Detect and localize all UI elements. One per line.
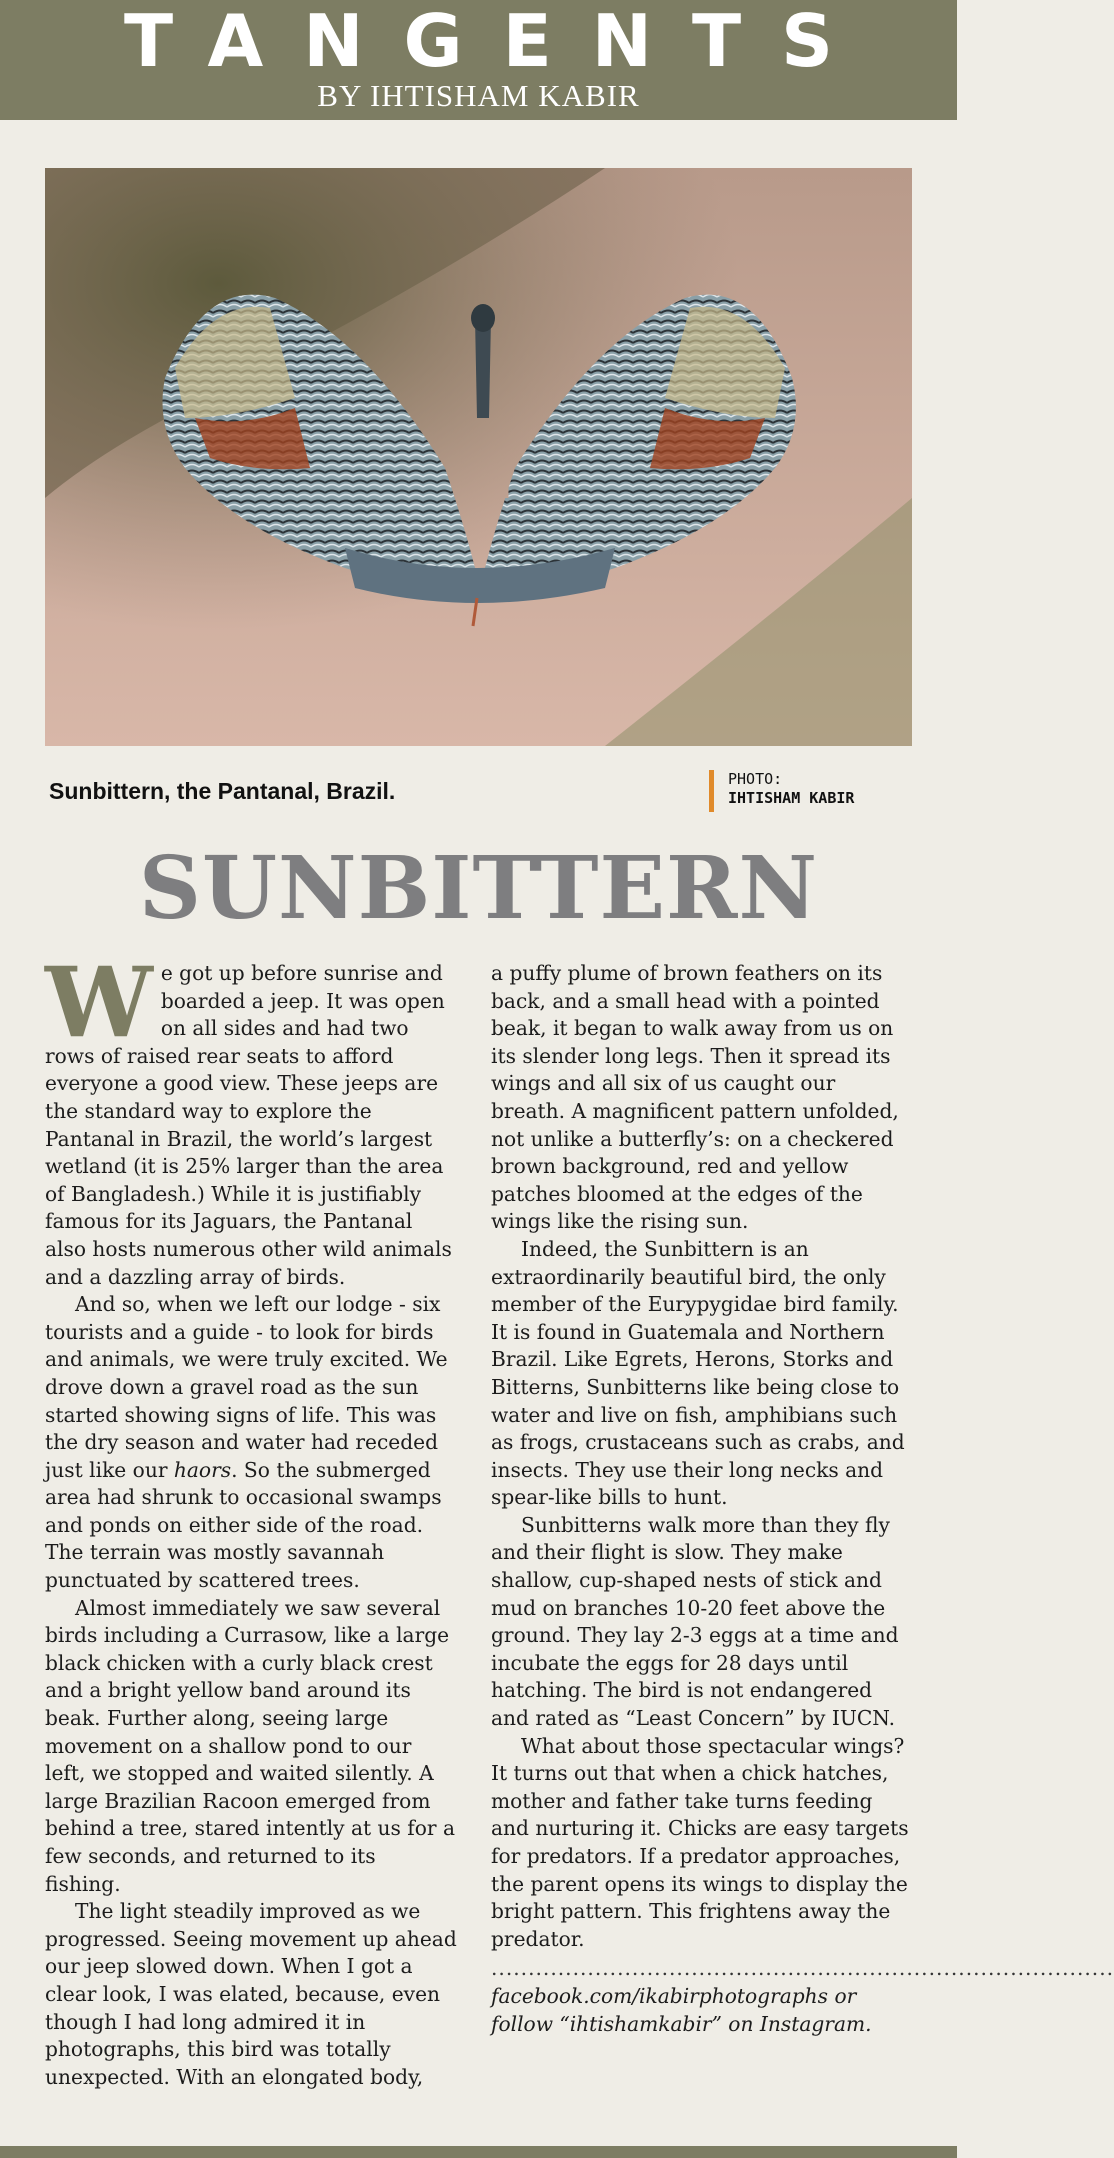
photo-caption: Sunbittern, the Pantanal, Brazil. <box>49 778 396 804</box>
sunbittern-photo <box>45 168 912 746</box>
masthead-title: TANGENTS <box>123 0 873 83</box>
paragraph-2-text-b: . So the submerged area had shrunk to occasional swamps and ponds on either side of the road. The terrain was mostly savannah punctuated by scattered trees. <box>45 1457 442 1593</box>
social-footer: facebook.com/ikabirphotographs or follow “ihtishamkabir” on Instagram. <box>491 1983 872 2036</box>
bird-photo-illustration <box>45 168 912 746</box>
paragraph-5: Indeed, the Sunbittern is an extraordinarily beautiful bird, the only member of the Eurypygidae bird family. It is found in Guatemala and Northern Brazil. Like Egrets, Herons, Storks and Bitterns, Sunbitterns like being close to water and live on fish, amphibians such as frogs, crustaceans such as crabs, and insects. They use their long necks and spear-like bills to hunt. <box>491 1236 905 1510</box>
paragraph-1 <box>45 946 457 1291</box>
paragraph-2 <box>45 1291 457 1595</box>
paragraph-3: Almost immediately we saw several birds including a Currasow, like a large black chicken with a curly black crest and a bright yellow band around its beak. Further along, seeing large movement on a shallow pond to our left, we stopped and waited silently. A large Brazilian Racoon emerged from behind a tree, stared intently at us for a few seconds, and returned to its fishing. <box>45 1595 456 1896</box>
paragraph-7: What about those spectacular wings? It turns out that when a chick hatches, mother and father take turns feeding and nurturing it. Chicks are easy targets for predators. If a predator approaches, the parent opens its wings to display the bright pattern. This frightens away the predator. <box>491 1733 909 1951</box>
paragraph-6: Sunbitterns walk more than they fly and their flight is slow. They make shallow, cup-shaped nests of stick and mud on branches 10-20 feet above the ground. They lay 2-3 eggs at a time and incubate the eggs for 28 days until hatching. The bird is not endangered and rated as “Least Concern” by IUCN. <box>491 1512 899 1731</box>
paragraph-4-continued: a puffy plume of brown feathers on its back, and a small head with a pointed beak, it began to walk away from us on its slender long legs. Then it spread its wings and all six of us caught our breath. A magnificent pattern unfolded, not unlike a butterfly’s: on a checkered brown background, red and yellow patches bloomed at the edges of the wings like the rising sun. <box>491 961 899 1234</box>
paragraph-1-text: e got up before sunrise and boarded a jeep. It was open on all sides and had two rows of raised rear seats to afford everyone a good view. These jeeps are the standard way to explore the Pantanal in Brazil, the world’s largest wetland (it is 25% larger than the area of Bangladesh.) While it is justifiably famous for its Jaguars, the Pantanal also hosts numerous other wild animals and a dazzling array of birds. <box>45 961 452 1289</box>
masthead-byline: BY IHTISHAM KABIR <box>317 78 640 113</box>
paragraph-2-text-a: And so, when we left our lodge - six tourists and a guide - to look for birds and animals, we were truly excited. We drove down a gravel road as the sun started showing signs of life. This was the dry season and water had receded just like our <box>45 1292 448 1482</box>
paragraph-2-emphasis: haors <box>173 1457 232 1482</box>
masthead <box>0 0 957 120</box>
article-headline: SUNBITTERN <box>138 838 819 939</box>
paragraph-4: The light steadily improved as we progressed. Seeing movement up ahead our jeep slowed down. When I got a clear look, I was elated, because, even though I had long admired it in photographs, this bird was totally unexpected. With an elongated body, <box>45 1899 457 2089</box>
article-column-right <box>491 960 1114 2038</box>
photo-credit-label: PHOTO: <box>728 770 783 788</box>
photo-credit <box>709 770 854 812</box>
article-column-left <box>45 946 457 2091</box>
drop-cap: W <box>45 946 153 1059</box>
dotted-separator: .................................................................................... <box>491 1956 1114 1981</box>
bottom-bar <box>0 2146 957 2158</box>
photo-credit-name: IHTISHAM KABIR <box>728 789 855 807</box>
